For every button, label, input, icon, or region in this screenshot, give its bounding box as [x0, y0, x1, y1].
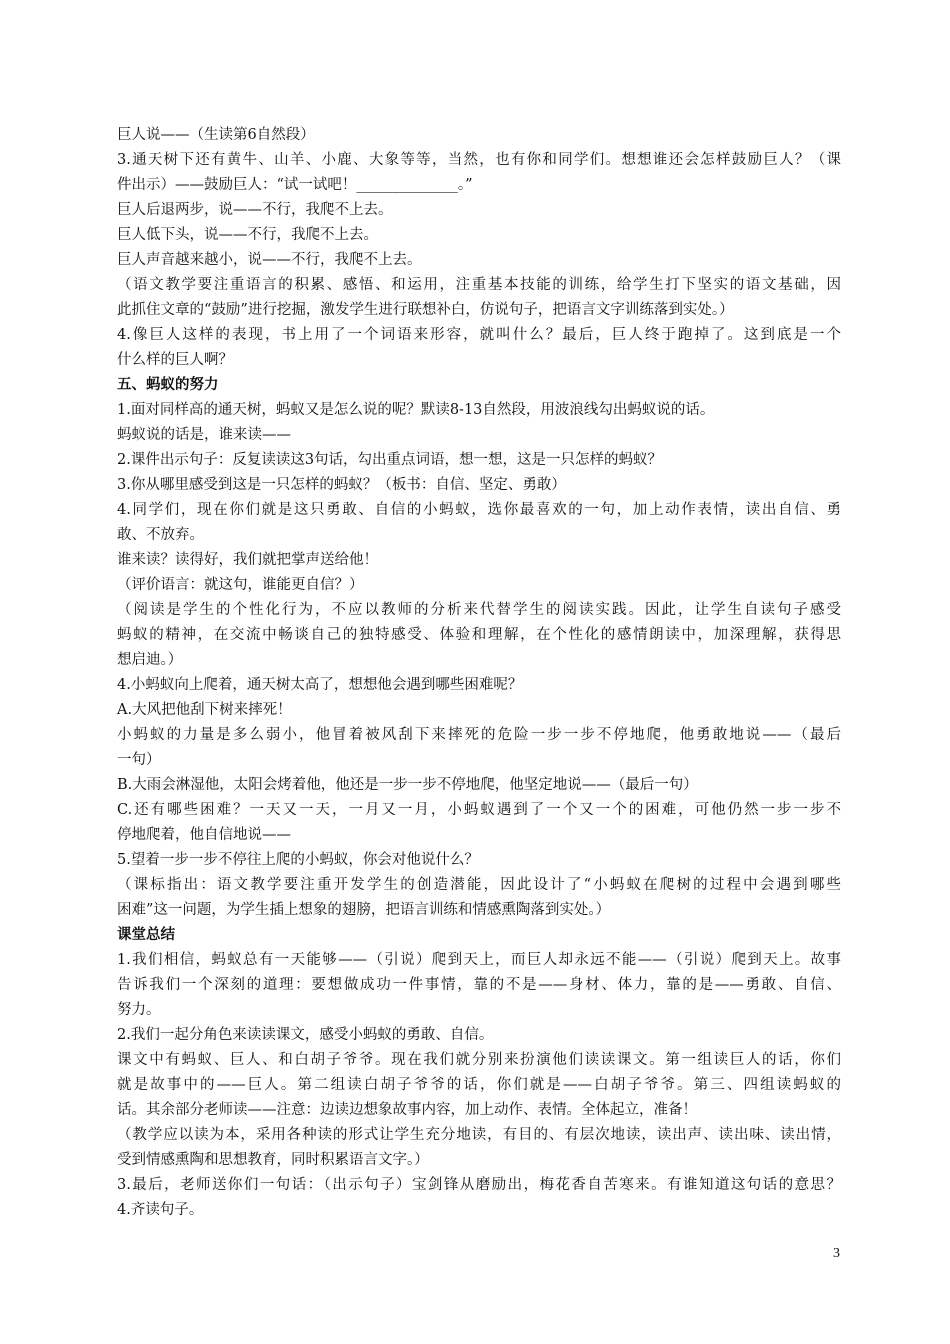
- text-line: 件出示）——鼓励巨人：“试一试吧！______________。”: [117, 177, 473, 193]
- section-heading: 五、蚂蚁的努力: [117, 377, 219, 393]
- text-line: （教学应以读为本，采用各种读的形式让学生充分地读，有目的、有层次地读，读出声、读出味、读出情，: [117, 1127, 841, 1143]
- text-line: 就是故事中的——巨人。第二组读白胡子爷爷的话，你们就是——白胡子爷爷。第三、四组读蚂蚁的: [117, 1077, 841, 1093]
- text-line: 4.像巨人这样的表现，书上用了一个词语来形容，就叫什么？最后，巨人终于跑掉了。这到底是一个: [117, 327, 841, 343]
- text-line: 3.你从哪里感受到这是一只怎样的蚂蚁？（板书：自信、坚定、勇敢）: [117, 477, 566, 493]
- text-line: 巨人低下头，说——不行，我爬不上去。: [117, 227, 378, 243]
- text-line: 一句）: [117, 752, 161, 768]
- text-line: 谁来读？读得好，我们就把掌声送给他！: [117, 552, 378, 568]
- page-number: 3: [833, 1246, 840, 1261]
- text-line: 告诉我们一个深刻的道理：要想做成功一件事情，靠的不是——身材、体力，靠的是——勇敢、自信、: [117, 977, 841, 993]
- text-line: 蚂蚁说的话是，谁来读——: [117, 427, 291, 443]
- document-body: [117, 123, 841, 1223]
- text-line: 停地爬着，他自信地说——: [117, 827, 291, 843]
- text-line: 1.面对同样高的通天树，蚂蚁又是怎么说的呢？默读8-13自然段，用波浪线勾出蚂蚁说的话。: [117, 402, 715, 418]
- text-line: 1.我们相信，蚂蚁总有一天能够——（引说）爬到天上，而巨人却永远不能——（引说）爬到天上。故事: [117, 952, 841, 968]
- text-line: 4.齐读句子。: [117, 1202, 204, 1218]
- text-line: 想启迪。）: [117, 652, 183, 668]
- text-line: C.还有哪些困难？一天又一天，一月又一月，小蚂蚁遇到了一个又一个的困难，可他仍然一步一步不: [117, 802, 841, 818]
- text-line: 2.课件出示句子：反复读读这3句话，勾出重点词语，想一想，这是一只怎样的蚂蚁？: [117, 452, 663, 468]
- text-line: 受到情感熏陶和思想教育，同时积累语言文字。）: [117, 1152, 429, 1168]
- text-line: 敢、不放弃。: [117, 527, 204, 543]
- text-line: 巨人后退两步，说——不行，我爬不上去。: [117, 202, 393, 218]
- text-line: （语文教学要注重语言的积累、感悟、和运用，注重基本技能的训练，给学生打下坚实的语文基础，因: [117, 277, 841, 293]
- text-line: 5.望着一步一步不停往上爬的小蚂蚁，你会对他说什么？: [117, 852, 479, 868]
- text-line: 努力。: [117, 1002, 161, 1018]
- text-line: B.大雨会淋湿他，太阳会烤着他，他还是一步一步不停地爬，他坚定地说——（最后一句）: [117, 777, 698, 793]
- text-line: 2.我们一起分角色来读读课文，感受小蚂蚁的勇敢、自信。: [117, 1027, 494, 1043]
- section-heading: 课堂总结: [117, 927, 175, 943]
- text-line: （课标指出：语文教学要注重开发学生的创造潜能，因此设计了“小蚂蚁在爬树的过程中会遇到哪些: [117, 877, 841, 893]
- text-line: 巨人声音越来越小，说——不行，我爬不上去。: [117, 252, 422, 268]
- text-line: 话。其余部分老师读——注意：边读边想象故事内容，加上动作、表情。全体起立，准备！: [117, 1102, 697, 1118]
- text-line: 4.小蚂蚁向上爬着，通天树太高了，想想他会遇到哪些困难呢？: [117, 677, 523, 693]
- text-line: 巨人说——（生读第6自然段）: [117, 127, 315, 143]
- text-line: 3.最后，老师送你们一句话：（出示句子）宝剑锋从磨励出，梅花香自苦寒来。有谁知道这句话的意思？: [117, 1177, 841, 1193]
- text-line: 3.通天树下还有黄牛、山羊、小鹿、大象等等，当然，也有你和同学们。想想谁还会怎样鼓励巨人？（课: [117, 152, 841, 168]
- text-line: 此抓住文章的“鼓励”进行挖掘，激发学生进行联想补白，仿说句子，把语言文字训练落到实处。）: [117, 302, 734, 318]
- text-line: 课文中有蚂蚁、巨人、和白胡子爷爷。现在我们就分别来扮演他们读读课文。第一组读巨人的话，你们: [117, 1052, 841, 1068]
- text-line: 蚂蚁的精神，在交流中畅谈自己的独特感受、体验和理解，在个性化的感情朗读中，加深理解，获得思: [117, 627, 841, 643]
- text-line: 困难”这一问题，为学生插上想象的翅膀，把语言训练和情感熏陶落到实处。）: [117, 902, 611, 918]
- text-line: 什么样的巨人啊？: [117, 352, 233, 368]
- text-line: 4.同学们，现在你们就是这只勇敢、自信的小蚂蚁，选你最喜欢的一句，加上动作表情，读出自信、勇: [117, 502, 841, 518]
- text-line: （阅读是学生的个性化行为，不应以教师的分析来代替学生的阅读实践。因此，让学生自读句子感受: [117, 602, 841, 618]
- text-line: 小蚂蚁的力量是多么弱小，他冒着被风刮下来摔死的危险一步一步不停地爬，他勇敢地说——（最后: [117, 727, 841, 743]
- text-line: （评价语言：就这句，谁能更自信？）: [117, 577, 364, 593]
- text-line: A.大风把他刮下树来摔死！: [117, 702, 292, 718]
